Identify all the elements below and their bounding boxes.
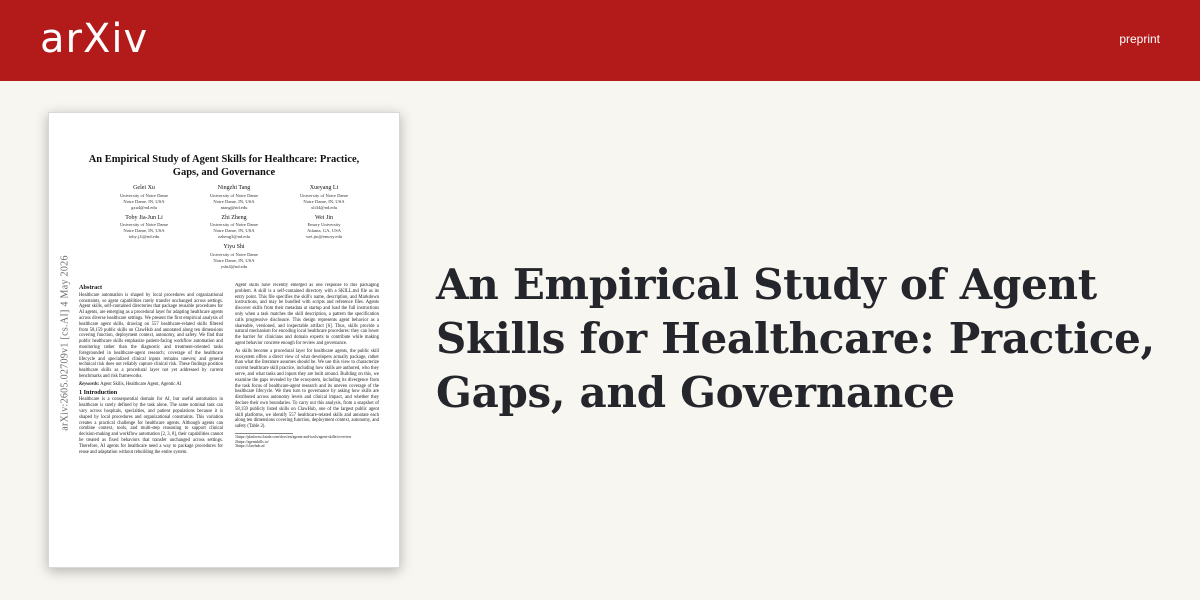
- author-email: ntang@nd.edu: [220, 204, 248, 210]
- paper-preview[interactable]: [48, 112, 400, 568]
- main-title: An Empirical Study of Agent Skills for Healthcare: Practice, Gaps, and Governance: [436, 260, 1155, 417]
- paper-title: An Empirical Study of Agent Skills for Healthcare: Practice, Gaps, and Governance: [88, 154, 360, 178]
- author-affiliation: University of Notre Dame: [119, 222, 169, 227]
- author-location: Atlanta, GA, USA: [307, 228, 341, 233]
- author-location: Notre Dame, IN, USA: [213, 198, 255, 204]
- author-affiliation: University of Notre Dame: [209, 251, 259, 257]
- intro-text: Healthcare is a consequential domain for AI, but useful automation in healthcare is rarely defined by the task alone. The same nominal task can vary across hospitals, specialties, and patient populations because it is shaped by local procedures and organizational constraints. This variation creates a practical challenge for healthcare agents. Although agents can combine context, tools, and multi-step reasoning to support clinical decision-making and workflow automation [2, 3, 8], their capabilities cannot be treated as fixed behaviors that transfer unchanged across settings. Therefore, AI agents for healthcare need a way to package procedures for reuse and adaptation without rebuilding the entire system.: [79, 397, 223, 455]
- intro-heading: 1 Introduction: [79, 388, 118, 396]
- author-location: Notre Dame, IN, USA: [213, 228, 255, 233]
- arxiv-logo[interactable]: [40, 14, 148, 64]
- author-location: Notre Dame, IN, USA: [213, 257, 255, 263]
- body-paragraph: Agent skills have recently emerged as one response to this packaging problem. A skill is a self-contained directory with a SKILL.md file as its entry point. This file specifies the skill's name, description, and Markdown instructions, and may be bundled with scripts and reference files. Agents discover skills from their metadata at startup and load the full instructions only when a task matches the skill description, a pattern the specification calls progressive disclosure. This design represents agent behavior as a shareable, versioned, and inspectable artifact [6]. Thus, skills provide a natural mechanism for encoding local healthcare procedures: they can lower the barrier for clinicians and domain experts to contribute while making agent behavior concrete enough for review and governance.: [235, 283, 379, 346]
- left-column: [79, 283, 223, 553]
- author: [99, 185, 189, 211]
- author-location: Notre Dame, IN, USA: [303, 198, 345, 204]
- author-email: toby.j.li@nd.edu: [128, 234, 160, 239]
- paper-body: [79, 283, 379, 553]
- author-email: yshi4@nd.edu: [220, 263, 248, 269]
- author-name: Gelei Xu: [133, 185, 155, 191]
- footnotes: [235, 435, 379, 449]
- author: [279, 185, 369, 211]
- author-email: wei.jin@emory.edu: [305, 234, 343, 239]
- site-header: [0, 0, 1200, 81]
- author-name: Toby Jia-Jun Li: [125, 214, 163, 221]
- author-email: zzheng3@nd.edu: [218, 234, 250, 239]
- arxiv-identifier: arXiv:2605.02709v1 [cs.AI] 4 May 2026: [59, 255, 71, 431]
- keywords-label: Keywords:: [79, 381, 100, 387]
- author-affiliation: University of Notre Dame: [209, 222, 259, 227]
- author-name: Yiyu Shi: [223, 244, 245, 250]
- author-name: Zhi Zheng: [221, 214, 247, 221]
- keywords-text: Agent Skills, Healthcare Agent, Agentic AI: [100, 381, 182, 387]
- author-location: Notre Dame, IN, USA: [123, 228, 165, 233]
- author-name: Ningzhi Tang: [217, 185, 251, 191]
- preprint-badge: preprint: [1119, 32, 1160, 46]
- author-email: gxu4@nd.edu: [131, 204, 157, 210]
- body-paragraph: As skills become a procedural layer for healthcare agents, the public skill ecosystem offers a direct view of what developers actually package, rather than what the literature assumes should be. We use this view to characterize current healthcare skill practice, including how skills are authored, who they serve, and what tasks and inputs they are built around. Building on this, we examine the gaps revealed by the ecosystem, including its divergence from the task focus of healthcare-agent research and its uneven coverage of the healthcare lifecycle. We then turn to governance by asking how skills are distributed across autonomy levels and clinical impact, and whether they declare their own boundaries. To carry out this analysis, from a snapshot of 58,159 publicly listed skills on ClawHub, one of the largest public agent skill platforms, we identify 557 healthcare-related skills and annotate each along ten dimensions covering function, deployment context, autonomy, and safety (Table 2).: [235, 348, 379, 430]
- author: [189, 185, 279, 211]
- author-name: Wei Jin: [314, 214, 333, 221]
- author-list: [99, 185, 369, 270]
- footnote[interactable]: 1https://platform.claude.com/docs/en/agents-and-tools/agent-skills/overview: [235, 434, 352, 439]
- author-affiliation: University of Notre Dame: [299, 192, 349, 198]
- arxiv-logo-text: arXiv: [40, 16, 149, 62]
- author-location: Notre Dame, IN, USA: [123, 198, 165, 204]
- author: [189, 244, 279, 270]
- author-name: Xueyang Li: [309, 185, 339, 191]
- author-affiliation: Emory University: [307, 222, 341, 227]
- author: [189, 215, 279, 241]
- author-affiliation: University of Notre Dame: [119, 192, 169, 198]
- right-column: [235, 283, 379, 553]
- footnote[interactable]: 3https://clawhub.ai/: [235, 444, 266, 449]
- author-affiliation: University of Notre Dame: [209, 192, 259, 198]
- author-email: xli34@nd.edu: [310, 204, 338, 210]
- author: [99, 215, 189, 241]
- abstract-heading: Abstract: [79, 284, 103, 291]
- abstract-text: Healthcare automation is shaped by local procedures and organizational constraints, so agent capabilities rarely transfer unchanged across settings. Agent skills, self-contained directories that package reusable procedures for AI agents, are emerging as a procedural layer for adapting healthcare agents across diverse healthcare settings. We present the first empirical analysis of healthcare agent skills, drawing on 557 healthcare-related skills filtered from 58,159 public skills on ClawHub and annotated along ten dimensions covering function, deployment context, autonomy, and safety. We find that public healthcare skills emphasize patient-facing workflow automation and monitoring rather than the diagnostic and treatment-oriented tasks foregrounded in healthcare-agent research; coverage of the healthcare lifecycle and specialized clinical inputs remains uneven; and general technical risk does not reliably capture clinical risk. These findings position healthcare skills as a procedural layer not yet addressed by current benchmarks and risk frameworks.: [79, 292, 223, 379]
- keywords: [79, 382, 223, 388]
- author: [279, 215, 369, 241]
- footnote[interactable]: 2https://agentskills.io/: [235, 439, 269, 444]
